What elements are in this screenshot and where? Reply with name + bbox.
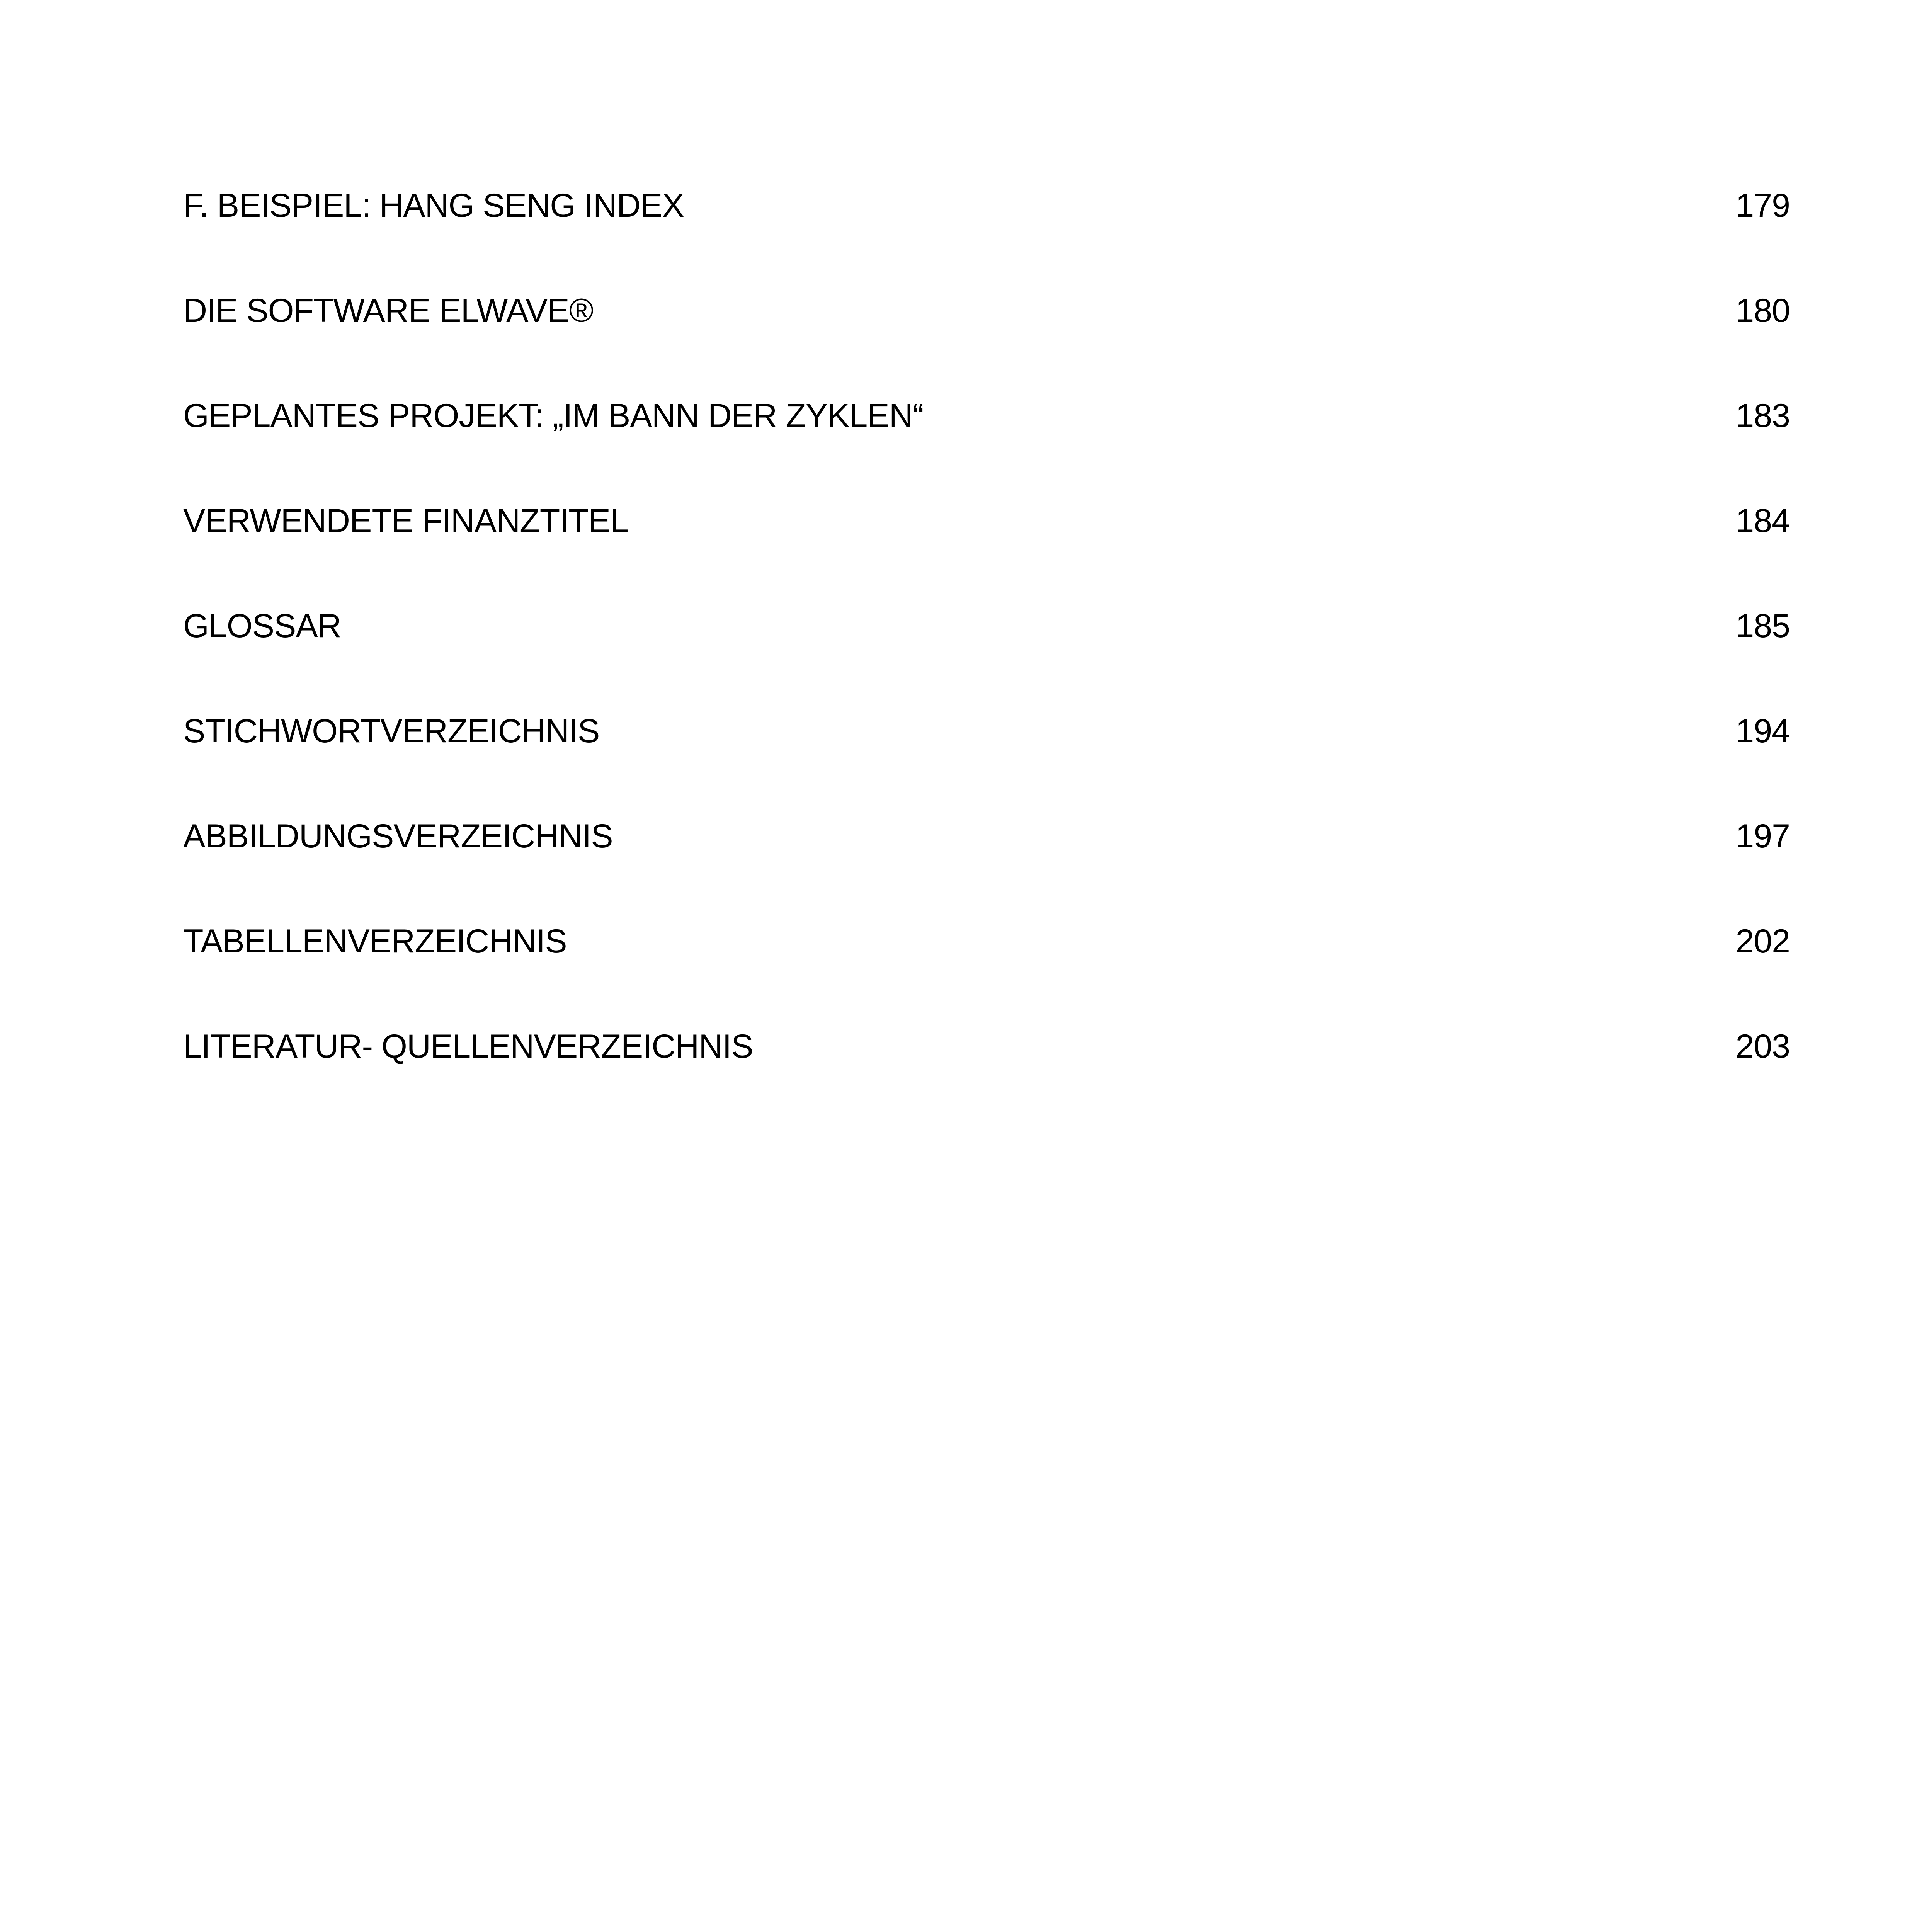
toc-entry-title: TABELLENVERZEICHNIS	[183, 923, 567, 960]
toc-entry-title: STICHWORTVERZEICHNIS	[183, 713, 600, 750]
toc-entry	[183, 153, 1790, 258]
toc-entry-page: 183	[1735, 397, 1790, 434]
toc-entry-page: 194	[1735, 713, 1790, 750]
toc-entry	[183, 784, 1790, 889]
toc-entry-title: LITERATUR- QUELLENVERZEICHNIS	[183, 1028, 753, 1065]
toc-entry-page: 197	[1735, 818, 1790, 855]
toc-entry-page: 203	[1735, 1028, 1790, 1065]
toc-entry	[183, 468, 1790, 573]
toc-entry	[183, 573, 1790, 679]
toc-entry-page: 180	[1735, 292, 1790, 329]
toc-entry-title: GLOSSAR	[183, 607, 341, 645]
toc-entry	[183, 258, 1790, 363]
toc-entry	[183, 994, 1790, 1099]
toc-entry-title: ABBILDUNGSVERZEICHNIS	[183, 818, 613, 855]
toc-entry-title: DIE SOFTWARE ELWAVE®	[183, 292, 594, 329]
toc-entry-page: 179	[1735, 187, 1790, 224]
toc-entry-page: 184	[1735, 502, 1790, 539]
toc-entry-title: F. BEISPIEL: HANG SENG INDEX	[183, 187, 684, 224]
toc-entry	[183, 889, 1790, 994]
toc-entry-title: VERWENDETE FINANZTITEL	[183, 502, 628, 539]
table-of-contents	[183, 153, 1790, 1099]
toc-entry-page: 202	[1735, 923, 1790, 960]
toc-entry-page: 185	[1735, 607, 1790, 645]
toc-entry	[183, 679, 1790, 784]
toc-entry-title: GEPLANTES PROJEKT: „IM BANN DER ZYKLEN“	[183, 397, 924, 434]
toc-entry	[183, 363, 1790, 468]
